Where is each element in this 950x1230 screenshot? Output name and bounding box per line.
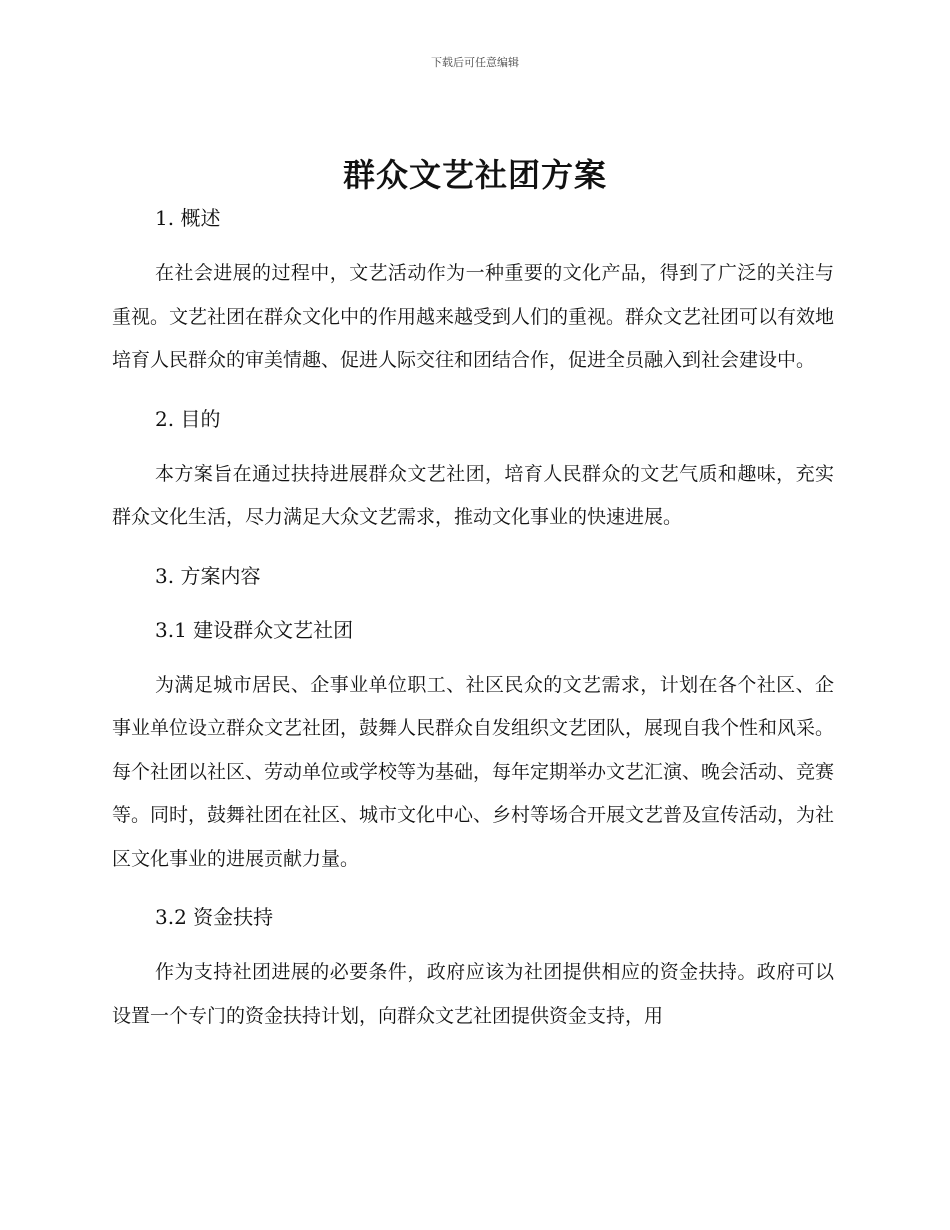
section-heading-overview: 1. 概述 bbox=[155, 206, 221, 230]
section-heading-purpose: 2. 目的 bbox=[155, 406, 221, 431]
section-heading-build-societies: 3.1 建设群众文艺社团 bbox=[155, 617, 354, 642]
document-body bbox=[112, 200, 834, 1038]
section-paragraph-overview: 在社会进展的过程中，文艺活动作为一种重要的文化产品，得到了广泛的关注与重视。文艺社团在群众文化中的作用越来越受到人们的重视。群众文艺社团可以有效地培育人民群众的审美情趣、促进人际交往和团结合作，促进全员融入到社会建设中。 bbox=[112, 262, 835, 371]
section-paragraph-purpose: 本方案旨在通过扶持进展群众文艺社团，培育人民群众的文艺气质和趣味，充实群众文化生活，尽力满足大众文艺需求，推动文化事业的快速进展。 bbox=[112, 462, 834, 528]
section-paragraph-build-societies: 为满足城市居民、企事业单位职工、社区民众的文艺需求，计划在各个社区、企事业单位设立群众文艺社团，鼓舞人民群众自发组织文艺团队，展现自我个性和风采。每个社团以社区、劳动单位或学校等为基础，每年定期举办文艺汇演、晚会活动、竞赛等。同时，鼓舞社团在社区、城市文化中心、乡村等场合开展文艺普及宣传活动，为社区文化事业的进展贡献力量。 bbox=[112, 673, 835, 870]
section-paragraph-funding: 作为支持社团进展的必要条件，政府应该为社团提供相应的资金扶持。政府可以设置一个专门的资金扶持计划，向群众文艺社团提供资金支持，用 bbox=[112, 961, 834, 1027]
section-heading-plan-content: 3. 方案内容 bbox=[155, 563, 261, 588]
document-title: 群众文艺社团方案 bbox=[342, 156, 607, 194]
header-note: 下载后可任意编辑 bbox=[431, 56, 519, 69]
section-heading-funding: 3.2 资金扶持 bbox=[155, 905, 274, 929]
